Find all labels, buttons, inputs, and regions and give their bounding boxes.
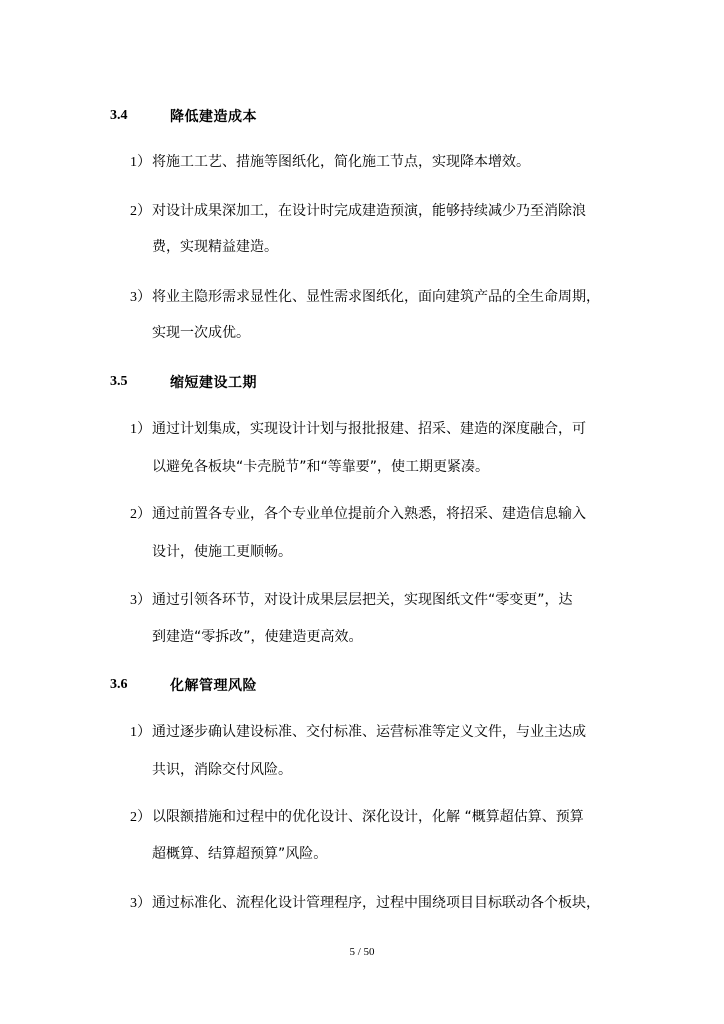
section-heading: [110, 104, 257, 128]
list-item-text: 通过标准化、流程化设计管理程序，过程中围绕项目目标联动各个板块，: [152, 895, 600, 911]
list-item-text: 通过引领各环节，对设计成果层层把关，实现图纸文件“零变更”，达: [152, 592, 573, 608]
list-marker: 1）: [130, 725, 151, 740]
section-number: 3.6: [110, 677, 128, 692]
list-item-text: 通过逐步确认建设标准、交付标准、运营标准等定义文件，与业主达成: [152, 724, 586, 740]
list-marker: 1）: [130, 155, 151, 170]
list-marker: 2）: [130, 507, 151, 522]
section-heading: [110, 673, 257, 697]
list-marker: 2）: [130, 810, 151, 825]
list-marker: 3）: [130, 896, 151, 911]
list-item-text: 设计，使施工更顺畅。: [152, 544, 292, 560]
list-item-text: 共识，消除交付风险。: [152, 762, 292, 778]
list-item-text: 将业主隐形需求显性化、显性需求图纸化，面向建筑产品的全生命周期，: [152, 289, 600, 305]
list-marker: 3）: [130, 290, 151, 305]
section-title: 降低建造成本: [170, 109, 257, 125]
list-item-text: 通过计划集成，实现设计计划与报批报建、招采、建造的深度融合，可: [152, 421, 586, 437]
list-item-text: 通过前置各专业，各个专业单位提前介入熟悉，将招采、建造信息输入: [152, 506, 586, 522]
page-number: 5 / 50: [349, 946, 375, 958]
list-marker: 2）: [130, 204, 151, 219]
section-heading: [110, 370, 257, 394]
list-item-text: 将施工工艺、措施等图纸化，简化施工节点，实现降本增效。: [152, 154, 530, 170]
list-item-text: 费，实现精益建造。: [152, 239, 278, 255]
section-title: 缩短建设工期: [170, 375, 257, 391]
list-item-text: 以限额措施和过程中的优化设计、深化设计，化解 “概算超估算、预算: [152, 809, 584, 825]
list-item-text: 超概算、结算超预算”风险。: [152, 846, 328, 862]
list-item-text: 对设计成果深加工，在设计时完成建造预演，能够持续减少乃至消除浪: [152, 203, 586, 219]
list-item-text: 以避免各板块“卡壳脱节”和“等靠要”，使工期更紧凑。: [152, 459, 490, 475]
list-item-text: 到建造“零拆改”，使建造更高效。: [152, 629, 363, 645]
list-marker: 3）: [130, 593, 151, 608]
section-number: 3.4: [110, 108, 128, 123]
list-marker: 1）: [130, 422, 151, 437]
section-title: 化解管理风险: [170, 678, 257, 694]
section-number: 3.5: [110, 374, 128, 389]
list-item-text: 实现一次成优。: [152, 325, 250, 341]
